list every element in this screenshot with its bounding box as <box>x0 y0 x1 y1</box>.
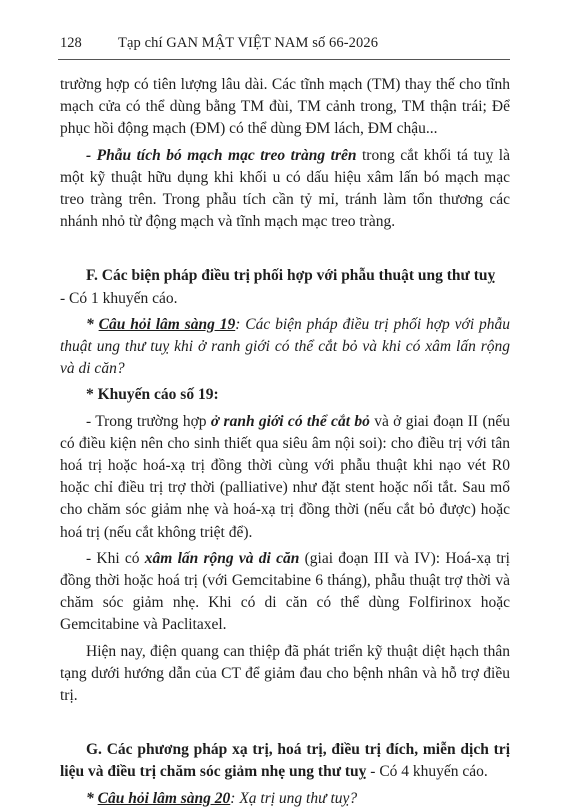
section-g-count: - Có 4 khuyến cáo. <box>366 763 488 781</box>
recommendation-19-title: * Khuyến cáo số 19: <box>86 386 219 404</box>
rec19-p2-a: - Khi có <box>86 549 145 567</box>
paragraph-mesenteric-dissection <box>60 145 510 234</box>
q19-label: Câu hỏi lâm sàng 19 <box>98 315 236 333</box>
q19-star: * <box>86 315 99 333</box>
paragraph-celiac-neurolysis: Hiện nay, điện quang can thiệp đã phát triển kỹ thuật diệt hạch thân tạng dưới hướng dẫn của CT để giảm đau cho bệnh nhân và hỗ trợ điều trị. <box>60 642 510 705</box>
q20-label: Câu hỏi lâm sàng 20 <box>97 789 231 807</box>
recommendation-19-paragraph-1 <box>60 411 510 544</box>
rec19-p1-emphasis: ở ranh giới có thể cắt bỏ <box>210 412 370 430</box>
section-f-count: - Có 1 khuyến cáo. <box>60 289 178 307</box>
page-body <box>60 74 510 810</box>
rec19-p1-a: - Trong trường hợp <box>86 412 211 430</box>
q20-text: : Xạ trị ung thư tuỵ? <box>230 789 358 807</box>
q20-star: * <box>86 789 98 807</box>
q19-text: : Các biện pháp điều trị phối hợp với phẫu thuật ung thư tuỵ khi ở ranh giới có thể cắt bỏ và khi có xâm lấn rộng và di căn? <box>60 315 510 378</box>
page-number: 128 <box>60 35 82 51</box>
clinical-question-20 <box>60 788 510 810</box>
section-f-heading: F. Các biện pháp điều trị phối hợp với phẫu thuật ung thư tuỵ <box>86 267 496 285</box>
rec19-p2-emphasis: xâm lấn rộng và di căn <box>144 549 300 567</box>
rec19-p2-c: (giai đoạn III và IV): Hoá-xạ trị đồng thời hoặc hoá trị (với Gemcitabine 6 tháng), phẫu thuật trợ thời và chăm sóc giảm nhẹ. Khi có di căn có thể dùng Folfirinox hoặc Gemcitabine và Paclitaxel. <box>60 549 510 634</box>
mesenteric-dissection-lead: - Phẫu tích bó mạch mạc treo tràng trên <box>86 146 357 164</box>
mesenteric-dissection-text: trong cắt khối tá tuỵ là một kỹ thuật hữu dụng khi khối u có dấu hiệu xâm lấn bó mạch mạc treo tràng trên. Trong phẫu tích cần tỷ mỉ, tránh làm tổn thương các nhánh nhỏ từ động mạch và tĩnh mạch mạc treo tràng. <box>60 146 510 231</box>
section-g-title: G. Các phương pháp xạ trị, hoá trị, điều trị đích, miễn dịch trị liệu và điều trị chăm sóc giảm nhẹ ung thư tuỵ <box>60 741 510 781</box>
section-g-heading <box>60 739 510 783</box>
clinical-question-19 <box>60 314 510 381</box>
rec19-p1-c: và ở giai đoạn II (nếu có điều kiện nên cho sinh thiết qua siêu âm nội soi): cho điều trị với tân hoá trị hoặc hoá-xạ trị đồng thời cùng với phẫu thuật khi nạo vét R0 hoặc chỉ điều trị trợ thời (palliative) như đặt stent hoặc nối tắt. Sau mổ cho chăm sóc giảm nhẹ và hoá-xạ trị đồng thời (nếu cắt bỏ được) hoặc hoá trị (nếu cắt không triệt để). <box>60 412 510 541</box>
journal-title: Tạp chí GAN MẬT VIỆT NAM số 66-2026 <box>118 35 379 51</box>
paragraph-vein-replacement: trường hợp có tiên lượng lâu dài. Các tĩnh mạch (TM) thay thế cho tĩnh mạch cửa có thể dùng bằng TM đùi, TM cảnh trong, TM thận trái; Để phục hồi động mạch (ĐM) có thể dùng ĐM lách, ĐM chậu... <box>60 76 510 138</box>
header-rule <box>58 59 510 60</box>
recommendation-19-paragraph-2 <box>60 548 510 637</box>
